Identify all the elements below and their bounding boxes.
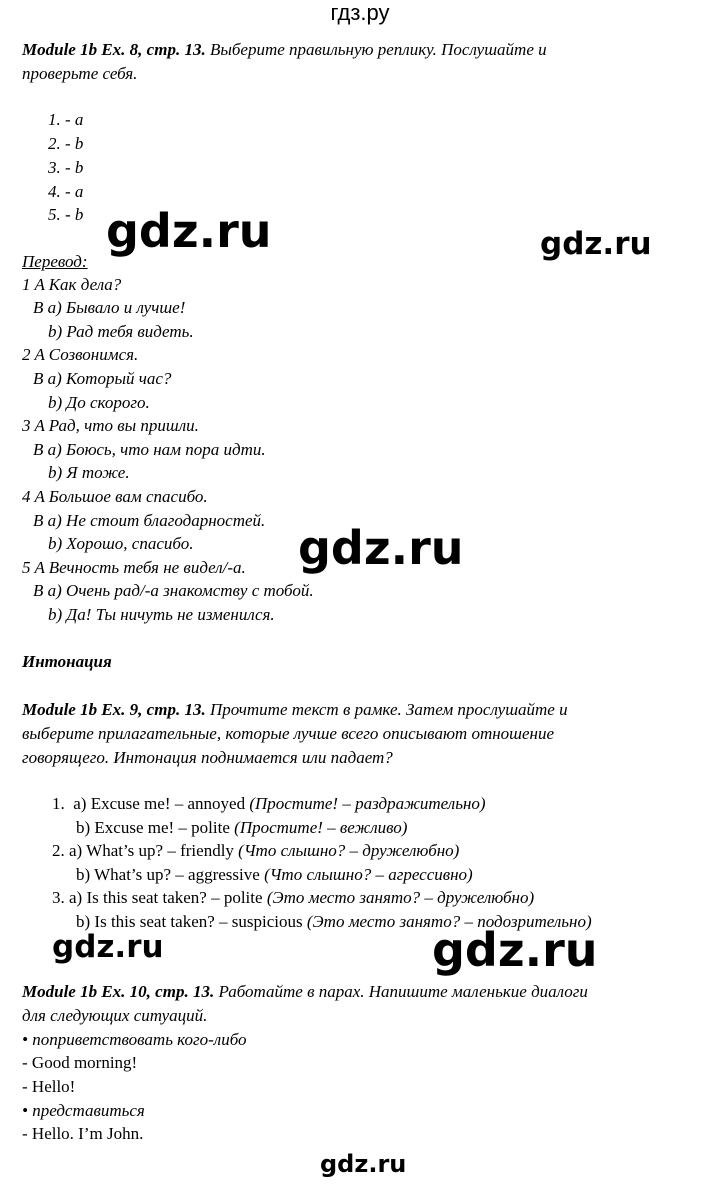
translation-line: 1 A Как дела?: [22, 275, 122, 294]
translation-line: b) Хорошо, спасибо.: [48, 534, 194, 553]
translation-line: 5 A Вечность тебя не видел/-а.: [22, 558, 246, 577]
translation-line: B a) Бывало и лучше!: [33, 298, 186, 317]
ex9-task-line2: выберите прилагательные, которые лучше всего описывают отношение: [22, 724, 555, 743]
ex9-item-a: [52, 888, 534, 908]
watermark: gdz.ru: [52, 929, 164, 965]
watermark: gdz.ru: [540, 226, 652, 262]
watermark: gdz.ru: [106, 204, 272, 258]
ex9-task-line1: [22, 700, 568, 720]
ex10-line: • представиться: [22, 1101, 145, 1120]
ex9-item-text: b) Excuse me! – polite: [76, 818, 230, 837]
ex9-item-translation: (Простите! – раздражительно): [249, 794, 486, 813]
ex9-item-number: 2.: [52, 841, 65, 860]
ex8-answer: 2. - b: [48, 134, 84, 153]
ex8-ref: Module 1b Ex. 8, стр. 13.: [22, 40, 206, 59]
ex10-ref: Module 1b Ex. 10, стр. 13.: [22, 982, 215, 1001]
ex10-task-line2: для следующих ситуаций.: [22, 1006, 208, 1025]
translation-line: b) Да! Ты ничуть не изменился.: [48, 605, 275, 624]
watermark: gdz.ru: [320, 1150, 407, 1178]
ex8-answer: 3. - b: [48, 158, 84, 177]
ex9-item-translation: (Это место занято? – подозрительно): [306, 912, 592, 931]
ex8-task-line1: [22, 40, 547, 60]
ex9-item-number: 1.: [52, 794, 65, 813]
ex9-item-number: 3.: [52, 888, 65, 907]
ex9-item-translation: (Простите! – вежливо): [234, 818, 408, 837]
translation-line: b) До скорого.: [48, 393, 150, 412]
ex8-answer: 4. - a: [48, 182, 84, 201]
translation-line: b) Рад тебя видеть.: [48, 322, 194, 341]
ex9-item-translation: (Это место занято? – дружелюбно): [266, 888, 535, 907]
ex9-item-text: a) Is this seat taken? – polite: [69, 888, 263, 907]
translation-line: b) Я тоже.: [48, 463, 130, 482]
intonation-heading: Интонация: [22, 652, 112, 671]
ex9-task-line3: говорящего. Интонация поднимается или падает?: [22, 748, 393, 767]
ex9-item-b: [76, 865, 473, 885]
translation-line: 3 A Рад, что вы пришли.: [22, 416, 199, 435]
ex9-task-text: Прочтите текст в рамке. Затем прослушайте и: [205, 700, 568, 719]
translation-line: B a) Который час?: [33, 369, 172, 388]
ex9-ref: Module 1b Ex. 9, стр. 13.: [22, 700, 206, 719]
ex9-item-text: b) Is this seat taken? – suspicious: [76, 912, 303, 931]
ex9-item-text: b) What’s up? – aggressive: [76, 865, 260, 884]
ex8-answer: 5. - b: [48, 205, 84, 224]
ex9-item-a: [52, 794, 486, 814]
ex9-item-text: a) Excuse me! – annoyed: [73, 794, 246, 813]
ex9-item-translation: (Что слышно? – агрессивно): [264, 865, 473, 884]
ex10-line: - Hello!: [22, 1077, 76, 1096]
watermark: gdz.ru: [432, 923, 598, 977]
ex10-line: - Good morning!: [22, 1053, 138, 1072]
translation-line: 4 A Большое вам спасибо.: [22, 487, 208, 506]
translation-line: B a) Очень рад/-а знакомству с тобой.: [33, 581, 314, 600]
ex10-task-text: Работайте в парах. Напишите маленькие диалоги: [214, 982, 588, 1001]
watermark: gdz.ru: [298, 521, 464, 575]
ex10-line: • поприветствовать кого-либо: [22, 1030, 247, 1049]
translation-line: 2 A Созвонимся.: [22, 345, 139, 364]
translation-line: B a) Боюсь, что нам пора идти.: [33, 440, 266, 459]
ex10-line: - Hello. I’m John.: [22, 1124, 144, 1143]
translation-line: B a) Не стоит благодарностей.: [33, 511, 266, 530]
ex8-answer: 1. - a: [48, 110, 84, 129]
ex9-item-translation: (Что слышно? – дружелюбно): [238, 841, 460, 860]
ex9-item-a: [52, 841, 459, 861]
ex9-item-text: a) What’s up? – friendly: [69, 841, 234, 860]
ex8-task-text: Выберите правильную реплику. Послушайте и: [205, 40, 547, 59]
ex9-item-b: [76, 818, 407, 838]
ex8-task-line2: проверьте себя.: [22, 64, 138, 83]
translation-heading: Перевод:: [22, 252, 88, 271]
site-header: гдз.ру: [330, 0, 390, 25]
ex10-task-line1: [22, 982, 588, 1002]
